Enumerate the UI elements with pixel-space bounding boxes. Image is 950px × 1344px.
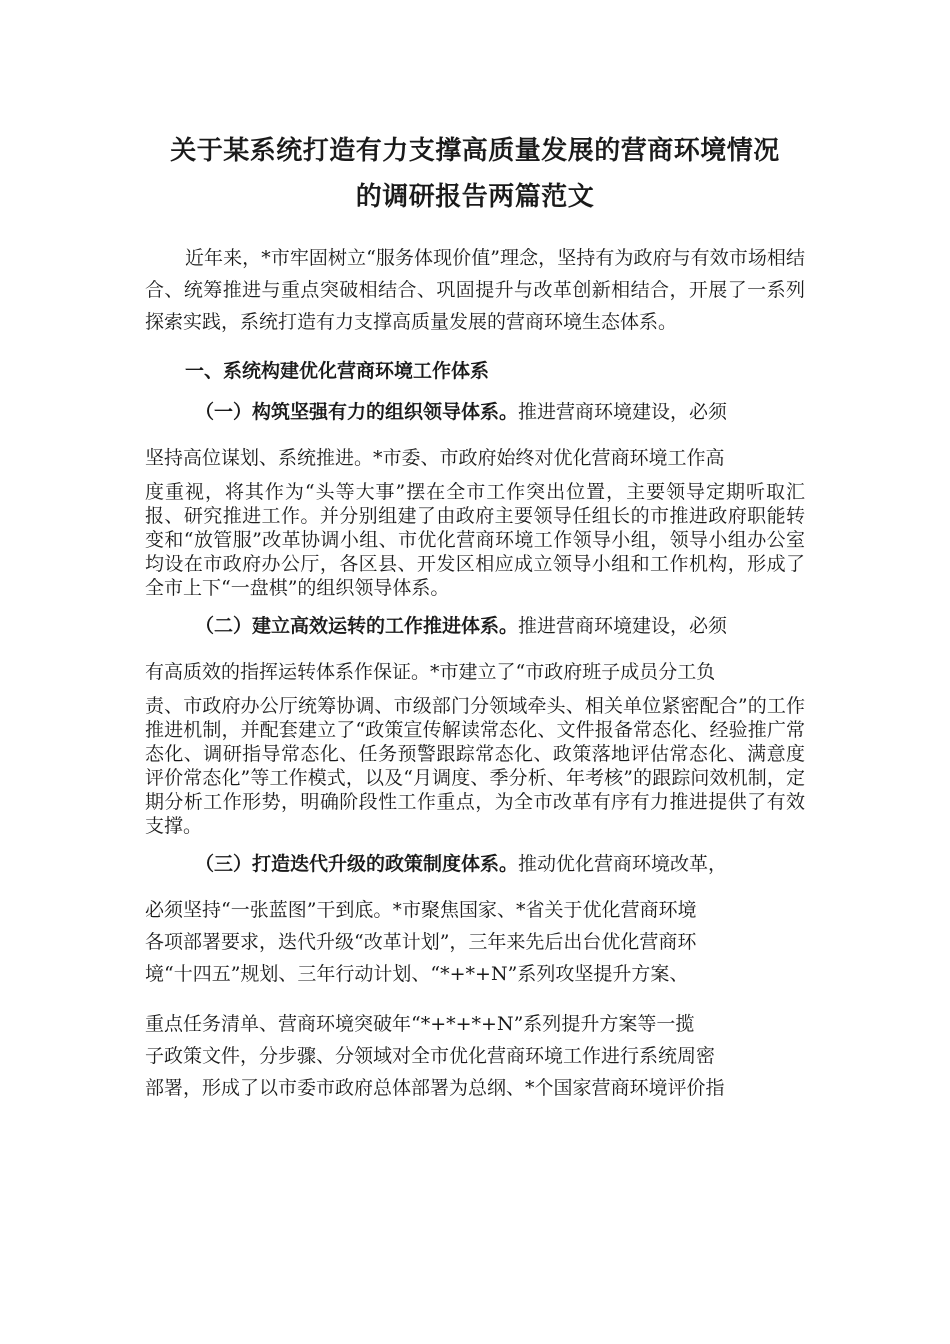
intro-lead: 近年来， [185, 247, 262, 269]
sub2-body: 责、市政府办公厅统筹协调、市级部门分领域牵头、相关单位紧密配合”的工作推进机制，并配套建立了“政策宣传解读常态化、文件报备常态化、经验推广常态化、调研指导常态化、任务预警跟踪常态化、政策落地评估常态化、满意度评价常态化”等工作模式，以及“月调度、季分析、年考核”的跟踪问效机制，定期分析工作形势，明确阶段性工作重点，为全市改革有序有力推进提供了有效支撑。 [145, 695, 805, 837]
sub3-line-4: 境“十四五”规划、三年行动计划、“*+*+N”系列攻坚提升方案、 [145, 963, 689, 985]
sub1-line2: 坚持高位谋划、系统推进。 [145, 447, 374, 469]
title-line-1: 关于某系统打造有力支撑高质量发展的营商环境情况 [170, 136, 780, 166]
sub3-heading-line [145, 848, 805, 880]
sub2-line2-tail: *市建立了“市政府班子成员分工负 [430, 661, 716, 683]
document-title [145, 128, 805, 220]
sub3-line-5: 重点任务清单、营商环境突破年“*+*+*+N”系列提升方案等一揽 [145, 1013, 695, 1035]
sub3-line2-a: 必须坚持“一张蓝图”干到底。 [145, 899, 393, 921]
sub3-line-7: 部署，形成了以市委市政府总体部署为总纲、*个国家营商环境评价指 [145, 1077, 725, 1099]
sub1-second-line [145, 442, 805, 474]
sub2-second-line [145, 656, 805, 688]
sub3-heading-rest: 推动优化营商环境改革， [518, 853, 728, 875]
sub2-heading-line [145, 610, 805, 642]
sub3-line-3: 各项部署要求，迭代升级“改革计划”，三年来先后出台优化营商环 [145, 931, 697, 953]
sub3-line2-c: *省关于优化营商环境 [515, 899, 697, 921]
sub3-line2-b: *市聚焦国家、 [392, 899, 516, 921]
sub3-line-2 [145, 894, 805, 926]
title-line-2: 的调研报告两篇范文 [355, 182, 595, 212]
section-1-heading: 一、系统构建优化营商环境工作体系 [185, 360, 490, 382]
sub2-heading-rest: 推进营商环境建设，必须 [518, 615, 728, 637]
sub1-line2-tail: *市委、市政府始终对优化营商环境工作高 [373, 447, 725, 469]
sub3-heading: （三）打造迭代升级的政策制度体系。 [195, 853, 519, 875]
sub2-line2: 有高质效的指挥运转体系作保证。 [145, 661, 431, 683]
intro-paragraph [145, 242, 805, 338]
sub2-heading: （二）建立高效运转的工作推进体系。 [195, 615, 519, 637]
sub1-heading: （一）构筑坚强有力的组织领导体系。 [195, 401, 519, 423]
sub1-body: 度重视，将其作为“头等大事”摆在全市工作突出位置，主要领导定期听取汇报、研究推进工作。并分别组建了由政府主要领导任组长的市推进政府职能转变和“放管服”改革协调小组、市优化营商环境工作领导小组，领导小组办公室均设在市政府办公厅，各区县、开发区相应成立领导小组和工作机构，形成了全市上下“一盘棋”的组织领导体系。 [145, 481, 805, 599]
sub1-heading-line [145, 396, 805, 428]
document-page [145, 128, 805, 1104]
sub1-heading-rest: 推进营商环境建设，必须 [518, 401, 728, 423]
intro-text: *市牢固树立“服务体现价值”理念，坚持有为政府与有效市场相结合、统筹推进与重点突破相结合、巩固提升与改革创新相结合，开展了一系列探索实践，系统打造有力支撑高质量发展的营商环境生态体系。 [145, 247, 805, 333]
sub3-line-6: 子政策文件，分步骤、分领域对全市优化营商环境工作进行系统周密 [145, 1045, 716, 1067]
